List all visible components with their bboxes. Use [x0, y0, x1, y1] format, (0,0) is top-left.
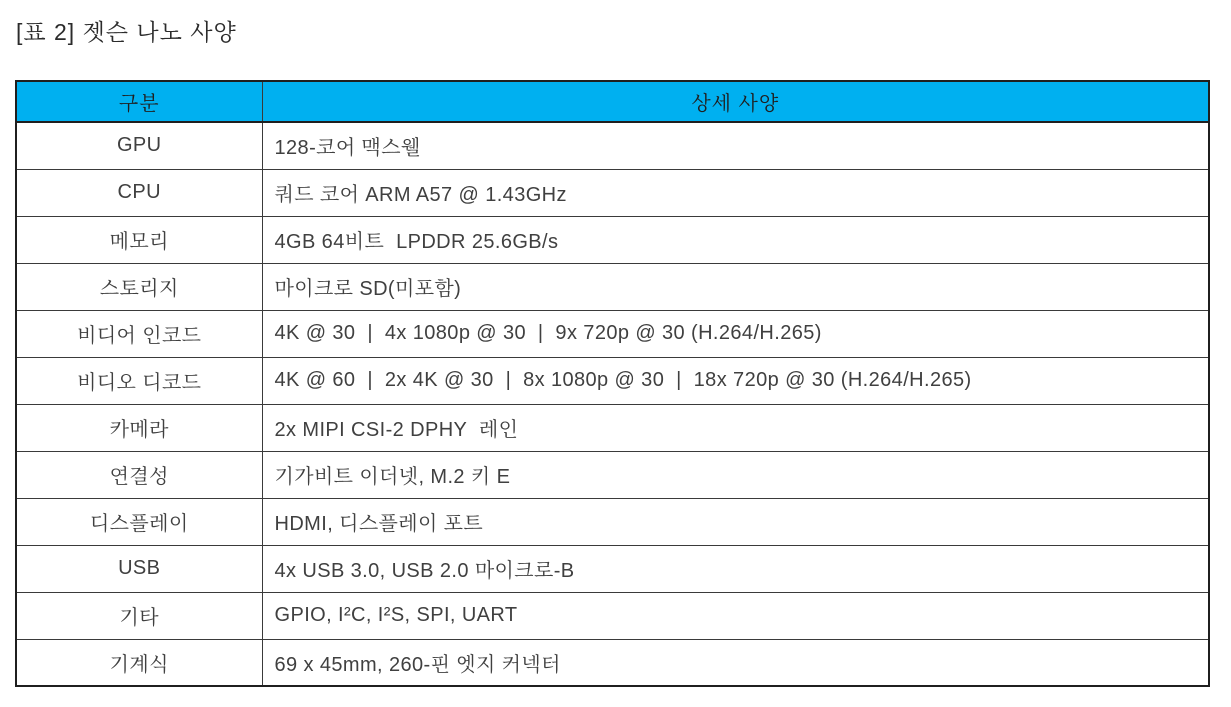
- row-label-storage: 스토리지: [16, 263, 262, 310]
- row-value-other: GPIO, I²C, I²S, SPI, UART: [262, 592, 1209, 639]
- row-label-video-encode: 비디어 인코드: [16, 310, 262, 357]
- row-label-display: 디스플레이: [16, 498, 262, 545]
- header-cell-spec: 상세 사양: [262, 81, 1209, 122]
- row-value-cpu: 쿼드 코어 ARM A57 @ 1.43GHz: [262, 169, 1209, 216]
- row-value-storage: 마이크로 SD(미포함): [262, 263, 1209, 310]
- row-label-connectivity: 연결성: [16, 451, 262, 498]
- table-row: [16, 545, 1209, 592]
- table-row: [16, 404, 1209, 451]
- row-label-other: 기타: [16, 592, 262, 639]
- row-value-mechanical: 69 x 45mm, 260-핀 엣지 커넥터: [262, 639, 1209, 686]
- spec-table-body: [16, 122, 1209, 686]
- spec-table: [15, 80, 1210, 687]
- row-label-memory: 메모리: [16, 216, 262, 263]
- header-cell-category: 구분: [16, 81, 262, 122]
- table-row: [16, 169, 1209, 216]
- table-row: [16, 592, 1209, 639]
- row-value-memory: 4GB 64비트 LPDDR 25.6GB/s: [262, 216, 1209, 263]
- table-row: [16, 263, 1209, 310]
- table-row: [16, 216, 1209, 263]
- table-row: [16, 498, 1209, 545]
- table-row: [16, 639, 1209, 686]
- row-value-display: HDMI, 디스플레이 포트: [262, 498, 1209, 545]
- table-row: [16, 357, 1209, 404]
- row-label-video-decode: 비디오 디코드: [16, 357, 262, 404]
- table-row: [16, 122, 1209, 169]
- row-value-camera: 2x MIPI CSI-2 DPHY 레인: [262, 404, 1209, 451]
- row-label-cpu: CPU: [16, 169, 262, 216]
- row-label-camera: 카메라: [16, 404, 262, 451]
- row-value-connectivity: 기가비트 이더넷, M.2 키 E: [262, 451, 1209, 498]
- table-row: [16, 451, 1209, 498]
- row-value-video-encode: 4K @ 30 | 4x 1080p @ 30 | 9x 720p @ 30 (H.264/H.265): [262, 310, 1209, 357]
- row-label-mechanical: 기계식: [16, 639, 262, 686]
- table-caption: [표 2] 젯슨 나노 사양: [16, 19, 237, 45]
- row-value-usb: 4x USB 3.0, USB 2.0 마이크로-B: [262, 545, 1209, 592]
- row-value-gpu: 128-코어 맥스웰: [262, 122, 1209, 169]
- row-value-video-decode: 4K @ 60 | 2x 4K @ 30 | 8x 1080p @ 30 | 18x 720p @ 30 (H.264/H.265): [262, 357, 1209, 404]
- row-label-gpu: GPU: [16, 122, 262, 169]
- row-label-usb: USB: [16, 545, 262, 592]
- header-row: [16, 81, 1209, 122]
- spec-table-header: [16, 81, 1209, 122]
- table-row: [16, 310, 1209, 357]
